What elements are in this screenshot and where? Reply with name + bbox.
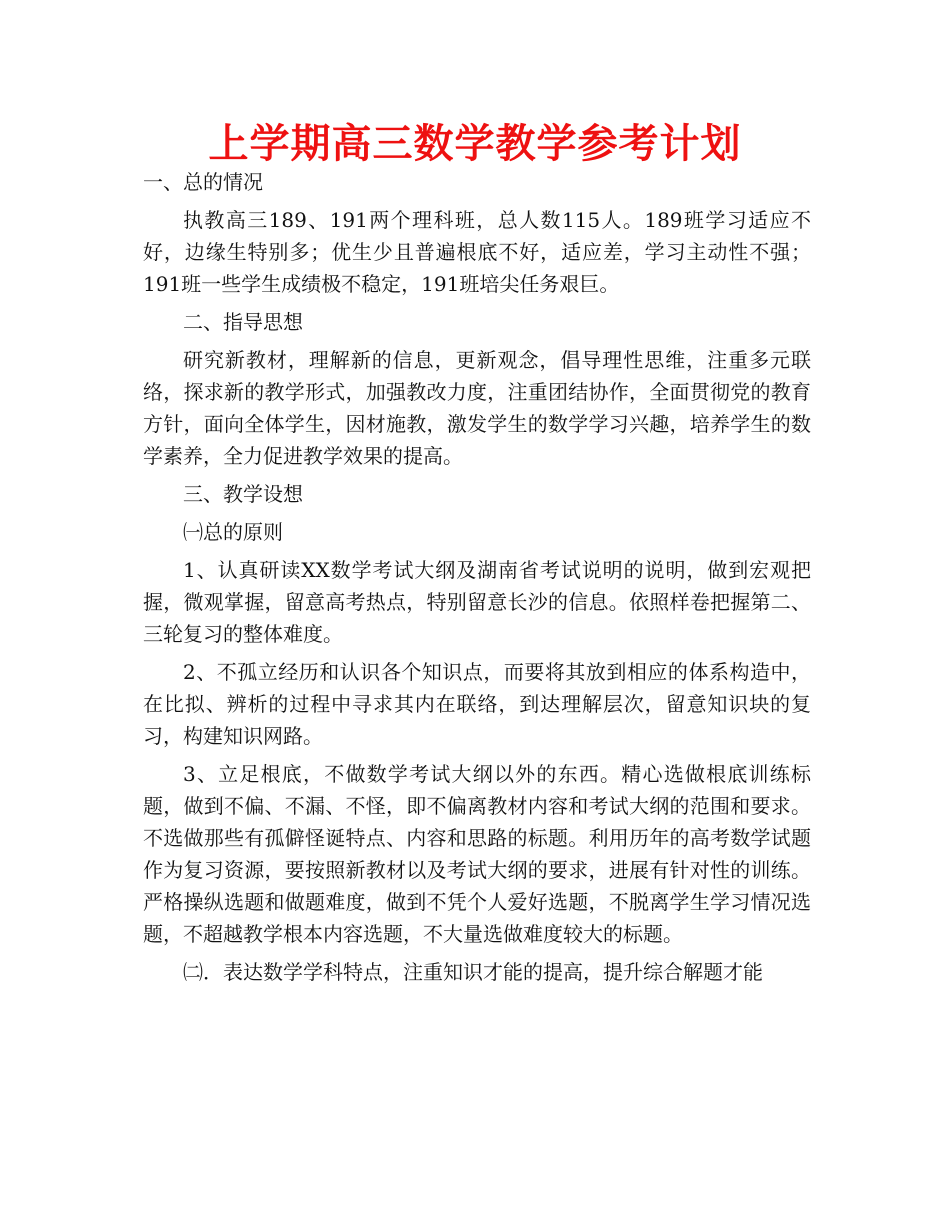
paragraph-principle-3: 3、立足根底，不做数学考试大纲以外的东西。精心选做根底训练标题，做到不偏、不漏、不怪，即不偏离教材内容和考试大纲的范围和要求。不选做那些有孤僻怪诞特点、内容和思路的标题。利用历年的高考数学试题作为复习资源，要按照新教材以及考试大纲的要求，进展有针对性的训练。严格操纵选题和做题难度，做到不凭个人爱好选题，不脱离学生学习情况选题，不超越教学根本内容选题，不大量选做难度较大的标题。	[143, 762, 811, 946]
paragraph-guiding-ideology: 研究新教材，理解新的信息，更新观念，倡导理性思维，注重多元联络，探求新的教学形式，加强教改力度，注重团结协作，全面贯彻党的教育方针，面向全体学生，因材施教，激发学生的数学学习兴趣，培养学生的数学素养，全力促进教学效果的提高。	[143, 348, 811, 468]
subheading-subject-characteristics: ㈡．表达数学学科特点，注重知识才能的提高，提升综合解题才能	[183, 960, 763, 984]
paragraph-general-situation: 执教高三189、191两个理科班，总人数115人。189班学习适应不好，边缘生特别多；优生少且普遍根底不好，适应差，学习主动性不强；191班一些学生成绩极不稳定，191班培尖任务艰巨。	[143, 208, 811, 296]
paragraph-principle-1: 1、认真研读XX数学考试大纲及湖南省考试说明的说明，做到宏观把握，微观掌握，留意高考热点，特别留意长沙的信息。依照样卷把握第二、三轮复习的整体难度。	[143, 558, 811, 646]
heading-general-situation: 一、总的情况	[143, 170, 263, 194]
subheading-general-principles: ㈠总的原则	[183, 520, 283, 544]
heading-guiding-ideology: 二、指导思想	[183, 310, 303, 334]
paragraph-principle-2: 2、不孤立经历和认识各个知识点，而要将其放到相应的体系构造中，在比拟、辨析的过程中寻求其内在联络，到达理解层次，留意知识块的复习，构建知识网路。	[143, 660, 811, 748]
heading-teaching-plan: 三、教学设想	[183, 482, 303, 506]
document-body	[143, 166, 811, 994]
document-title: 上学期高三数学教学参考计划	[208, 120, 742, 167]
